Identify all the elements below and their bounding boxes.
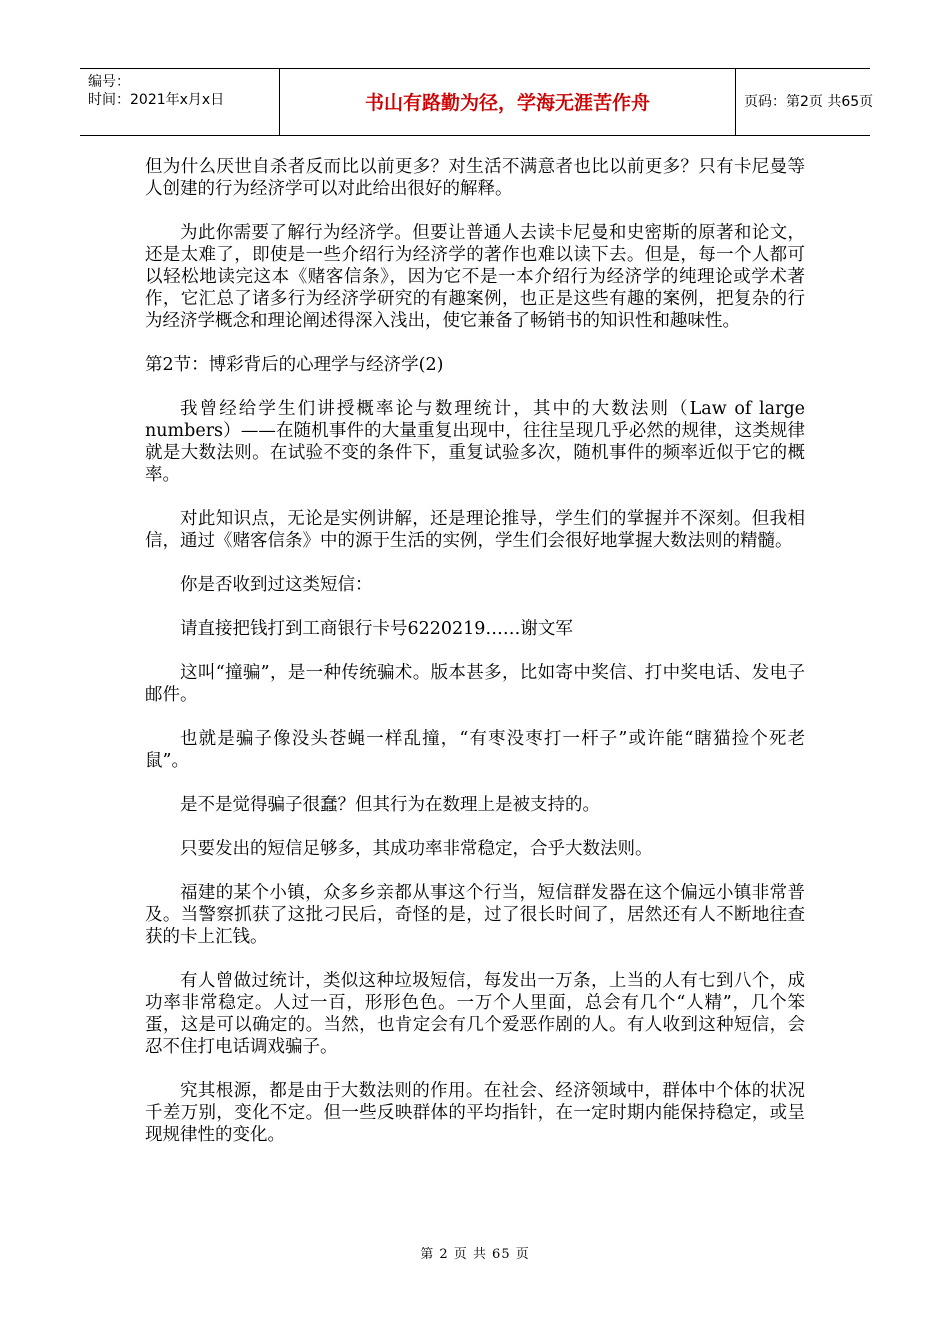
body-paragraph: 福建的某个小镇，众多乡亲都从事这个行当，短信群发器在这个偏远小镇非常普及。当警察抓获了这批刁民后，奇怪的是，过了很长时间了，居然还有人不断地往查获的卡上汇钱。 bbox=[145, 883, 805, 947]
page-footer: 第 2 页 共 65 页 bbox=[420, 1247, 530, 1262]
page-info: 页码：第2页 共65页 bbox=[744, 94, 874, 110]
page-header bbox=[80, 68, 874, 136]
body-paragraph: 只要发出的短信足够多，其成功率非常稳定，合乎大数法则。 bbox=[180, 839, 653, 859]
document-body bbox=[145, 156, 805, 1168]
body-paragraph: 究其根源，都是由于大数法则的作用。在社会、经济领域中，群体中个体的状况千差万别，变化不定。但一些反映群体的平均指针，在一定时期内能保持稳定，或呈现规律性的变化。 bbox=[145, 1081, 805, 1145]
body-paragraph: 也就是骗子像没头苍蝇一样乱撞，“有枣没枣打一杆子”或许能“瞎猫捡个死老鼠”。 bbox=[145, 729, 805, 771]
motto-text: 书山有路勤为径，学海无涯苦作舟 bbox=[364, 92, 650, 114]
header-meta-cell bbox=[80, 69, 280, 135]
body-paragraph: 为此你需要了解行为经济学。但要让普通人去读卡尼曼和史密斯的原著和论文，还是太难了，即使是一些介绍行为经济学的著作也难以读下去。但是，每一个人都可以轻松地读完这本《赌客信条》，因为它不是一本介绍行为经济学的纯理论或学术著作，它汇总了诸多行为经济学研究的有趣案例，也正是这些有趣的案例，把复杂的行为经济学概念和理论阐述得深入浅出，使它兼备了畅销书的知识性和趣味性。 bbox=[145, 223, 805, 331]
body-paragraph: 但为什么厌世自杀者反而比以前更多？对生活不满意者也比以前更多？只有卡尼曼等人创建的行为经济学可以对此给出很好的解释。 bbox=[145, 157, 805, 199]
header-motto-cell bbox=[280, 69, 736, 135]
body-paragraph: 对此知识点，无论是实例讲解，还是理论推导，学生们的掌握并不深刻。但我相信，通过《赌客信条》中的源于生活的实例，学生们会很好地掌握大数法则的精髓。 bbox=[145, 509, 805, 551]
body-paragraph: 是不是觉得骗子很蠢？但其行为在数理上是被支持的。 bbox=[180, 795, 600, 815]
body-paragraph: 你是否收到过这类短信： bbox=[180, 575, 373, 595]
section-heading: 第2节：博彩背后的心理学与经济学(2) bbox=[145, 355, 444, 375]
serial-number-label: 编号： bbox=[88, 74, 130, 90]
header-page-cell bbox=[736, 69, 874, 135]
body-paragraph: 请直接把钱打到工商银行卡号6220219……谢文军 bbox=[180, 619, 573, 639]
date-label: 时间：2021年x月x日 bbox=[88, 92, 225, 108]
body-paragraph: 有人曾做过统计，类似这种垃圾短信，每发出一万条，上当的人有七到八个，成功率非常稳定。人过一百，形形色色。一万个人里面，总会有几个“人精”，几个笨蛋，这是可以确定的。当然，也肯定会有几个爱恶作剧的人。有人收到这种短信，会忍不住打电话调戏骗子。 bbox=[145, 971, 805, 1057]
body-paragraph: 我曾经给学生们讲授概率论与数理统计，其中的大数法则（Law of large numbers）——在随机事件的大量重复出现中，往往呈现几乎必然的规律，这类规律就是大数法则。在试验不变的条件下，重复试验多次，随机事件的频率近似于它的概率。 bbox=[145, 399, 805, 485]
body-paragraph: 这叫“撞骗”，是一种传统骗术。版本甚多，比如寄中奖信、打中奖电话、发电子邮件。 bbox=[145, 663, 805, 705]
